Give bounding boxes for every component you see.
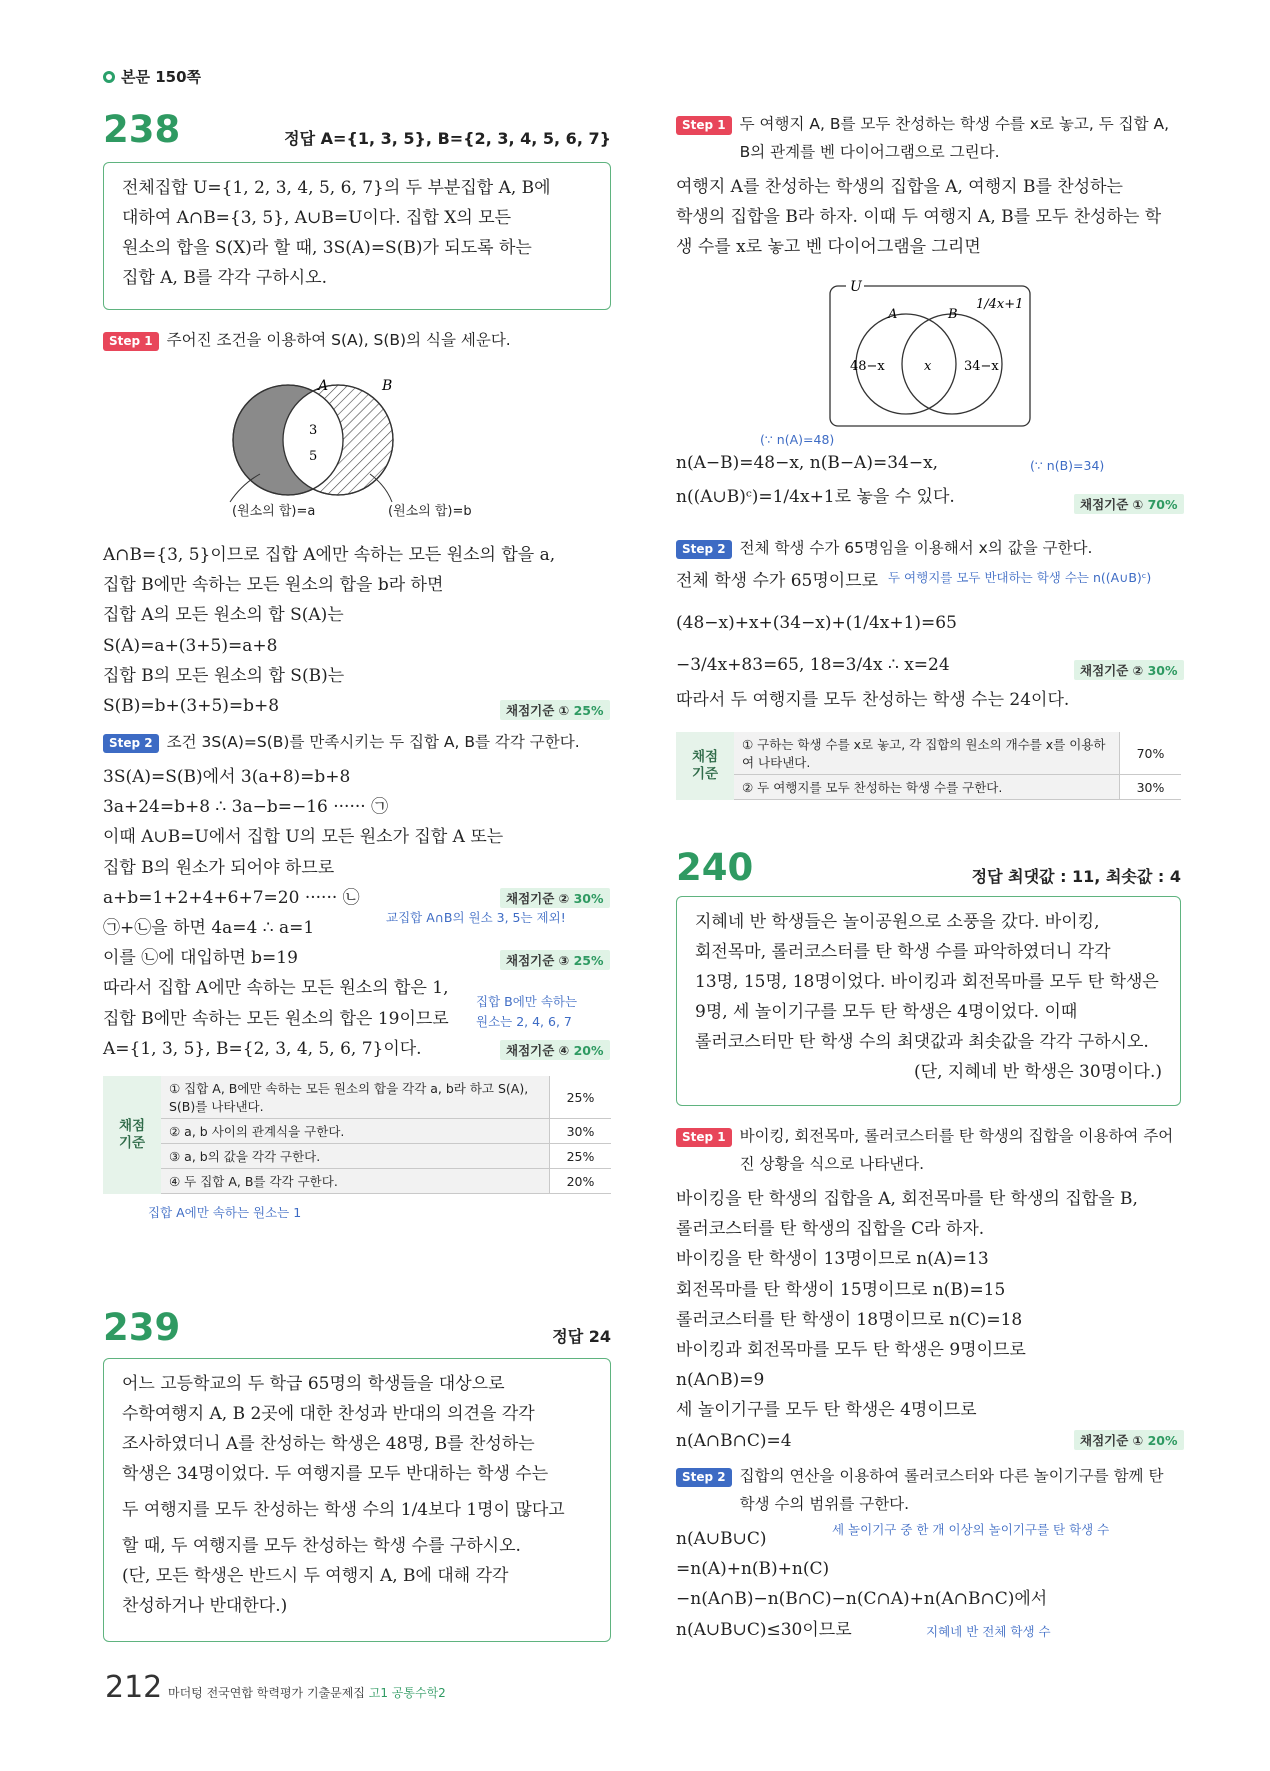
annotation-note: 교집합 A∩B의 원소 3, 5는 제외! [386,910,566,925]
scoring-criterion-badge: 채점기준 ① 70% [1074,494,1184,514]
step-badge: Step 2 [676,540,732,559]
step-text: 두 여행지 A, B를 모두 찬성하는 학생 수를 x로 놓고, 두 집합 A, B의 관계를 벤 다이어그램으로 그린다. [739,115,1169,161]
element-3: 3 [309,423,318,438]
solution-line: S(A)=a+(3+5)=a+8 [103,635,278,656]
venn-caption-b: (원소의 합)=b [388,504,472,519]
table-row: ② 두 여행지를 모두 찬성하는 학생 수를 구한다. [734,775,1120,800]
scoring-table-238 [103,1076,611,1194]
solution-line: n(A∪B∪C)≤30이므로 [676,1619,852,1640]
table-row: ④ 두 집합 A, B를 각각 구한다. [161,1169,550,1194]
answer: 정답 A={1, 3, 5}, B={2, 3, 4, 5, 6, 7} [284,129,611,148]
top-reference: 본문 150쪽 [103,66,201,87]
label-b: B [382,378,393,394]
circle-icon [103,71,115,83]
solution-line: 회전목마를 탄 학생이 15명이므로 n(B)=15 [676,1279,1006,1300]
solution-line: n((A∪B)ᶜ)=1/4x+1로 놓을 수 있다. [676,487,955,508]
step-text: 집합의 연산을 이용하여 롤러코스터와 다른 놀이기구를 함께 탄 학생 수의 범위를 구한다. [739,1467,1164,1513]
solution-238-part1 [103,540,611,721]
solution-line: 집합 B에만 속하는 모든 원소의 합은 19이므로 [103,1008,449,1029]
label-a: A [888,307,898,322]
step-text: 바이킹, 회전목마, 롤러코스터를 탄 학생의 집합을 이용하여 주어진 상황을 식으로 나타낸다. [739,1127,1174,1173]
table-header: 채점 기준 [103,1076,161,1194]
question-line: 9명, 세 놀이기구를 모두 탄 학생은 4명이었다. 이때 [695,1002,1078,1022]
page-number: 212 [105,1670,163,1705]
question-line: 원소의 합을 S(X)라 할 때, 3S(A)=S(B)가 되도록 하는 [122,238,532,258]
question-line: 집합 A, B를 각각 구하시오. [122,268,327,288]
step-text: 조건 3S(A)=S(B)를 만족시키는 두 집합 A, B를 각각 구한다. [166,733,580,751]
table-pct: 30% [550,1119,612,1144]
scoring-criterion-badge: 채점기준 ② 30% [500,888,610,908]
solution-line: 3a+24=b+8 ∴ 3a−b=−16 ······ ㉠ [103,797,389,818]
question-line: 회전목마, 롤러코스터를 탄 학생 수를 파악하였더니 각각 [695,942,1111,962]
question-line: 찬성하거나 반대한다.) [122,1596,288,1616]
scoring-criterion-badge: 채점기준 ④ 20% [500,1040,610,1060]
solution-line: −n(A∩B)−n(B∩C)−n(C∩A)+n(A∩B∩C)에서 [676,1589,1048,1610]
step-badge: Step 2 [103,734,159,753]
label-b: B [948,307,958,322]
question-line: 조사하였더니 A를 찬성하는 학생은 48명, B를 찬성하는 [122,1434,535,1454]
solution-240-part1 [676,1184,1181,1456]
solution-line: 생 수를 x로 놓고 벤 다이어그램을 그리면 [676,237,981,258]
solution-line: n(A∪B∪C) [676,1529,767,1549]
annotation-note: (∵ n(B)=34) [1030,458,1105,473]
question-line: 두 여행지를 모두 찬성하는 학생 수의 1/4보다 1명이 많다고 [122,1500,565,1520]
answer: 정답 최댓값 : 11, 최솟값 : 4 [971,867,1181,886]
problem-number: 239 [103,1306,181,1349]
question-line: 어느 고등학교의 두 학급 65명의 학생들을 대상으로 [122,1374,505,1394]
scoring-criterion-badge: 채점기준 ③ 25% [500,950,610,970]
solution-line: ㉠+㉡을 하면 4a=4 ∴ a=1 [103,918,315,939]
step2-239 [676,534,1181,562]
problem-238-question [103,162,611,310]
problem-238-header [103,108,611,151]
solution-line: a+b=1+2+4+6+7=20 ······ ㉡ [103,887,360,908]
solution-line: n(A−B)=48−x, n(B−A)=34−x, [676,453,939,473]
annotation-note: 세 놀이기구 중 한 개 이상의 놀이기구를 탄 학생 수 [832,1522,1110,1537]
solution-line: n(A∩B)=9 [676,1370,765,1391]
scoring-table-239 [676,732,1181,800]
solution-line: n(A∩B∩C)=4 [676,1430,792,1451]
question-line: (단, 모든 학생은 반드시 두 여행지 A, B에 대해 각각 [122,1566,509,1586]
step1-240 [676,1122,1181,1178]
scoring-criterion-badge: 채점기준 ② 30% [1074,660,1184,680]
solution-line: 이를 ㉡에 대입하면 b=19 [103,948,298,969]
element-5: 5 [309,449,318,464]
solution-line: 바이킹을 탄 학생이 13명이므로 n(A)=13 [676,1249,989,1270]
solution-line: S(B)=b+(3+5)=b+8 [103,696,280,717]
question-line: 지혜네 반 학생들은 놀이공원으로 소풍을 갔다. 바이킹, [695,912,1100,932]
solution-line: 집합 A의 모든 원소의 합 S(A)는 [103,605,344,626]
solution-line: A={1, 3, 5}, B={2, 3, 4, 5, 6, 7}이다. [103,1038,422,1059]
table-header: 채점 기준 [676,732,734,800]
scoring-criterion-badge: 채점기준 ① 25% [500,700,610,720]
table-row: ③ a, b의 값을 각각 구한다. [161,1144,550,1169]
annotation-note: 두 여행지를 모두 반대하는 학생 수는 n((A∪B)ᶜ) [888,570,1152,585]
solution-line: 따라서 두 여행지를 모두 찬성하는 학생 수는 24이다. [676,689,1070,710]
solution-line: 3S(A)=S(B)에서 3(a+8)=b+8 [103,767,351,787]
answer: 정답 24 [552,1327,611,1346]
step2-238 [103,728,611,756]
label-a: A [318,378,329,394]
step-text: 전체 학생 수가 65명임을 이용해서 x의 값을 구한다. [739,539,1093,557]
table-pct: 25% [550,1144,612,1169]
solution-line: 바이킹과 회전목마를 모두 탄 학생은 9명이므로 [676,1340,1026,1361]
solution-line: 따라서 집합 A에만 속하는 모든 원소의 합은 1, [103,978,449,999]
problem-number: 238 [103,108,181,151]
question-line: (단, 지혜네 반 학생은 30명이다.) [914,1062,1162,1082]
question-line: 할 때, 두 여행지를 모두 찬성하는 학생 수를 구하시오. [122,1536,521,1556]
step1-238 [103,326,611,354]
question-line: 학생은 34명이었다. 두 여행지를 모두 반대하는 학생 수는 [122,1464,549,1484]
intersection-count: x [924,359,932,374]
question-line: 롤러코스터만 탄 학생 수의 최댓값과 최솟값을 각각 구하시오. [695,1032,1149,1052]
solution-line: (48−x)+x+(34−x)+(1/4x+1)=65 [676,613,957,634]
question-line: 전체집합 U={1, 2, 3, 4, 5, 6, 7}의 두 부분집합 A, B에 [122,178,551,198]
label-u: U [850,279,862,295]
table-pct: 30% [1120,775,1182,800]
scoring-criterion-badge: 채점기준 ① 20% [1074,1430,1184,1450]
step-badge: Step 1 [676,116,732,135]
only-b-count: 34−x [964,359,999,374]
solution-line: A∩B={3, 5}이므로 집합 A에만 속하는 모든 원소의 합을 a, [103,545,556,565]
only-a-count: 48−x [850,359,885,374]
step-badge: Step 1 [676,1128,732,1147]
solution-line: 이때 A∪B=U에서 집합 U의 모든 원소가 집합 A 또는 [103,827,504,848]
step-badge: Step 1 [103,332,159,351]
solution-239-part1 [676,172,1181,263]
step1-239 [676,110,1181,166]
annotation-note: 집합 A에만 속하는 원소는 1 [148,1205,302,1220]
solution-line: 롤러코스터를 탄 학생이 18명이므로 n(C)=18 [676,1309,1023,1330]
venn-caption-a: (원소의 합)=a [232,504,316,519]
solution-line: 집합 B의 모든 원소의 합 S(B)는 [103,665,345,686]
table-pct: 25% [550,1076,612,1119]
solution-line: 세 놀이기구를 모두 탄 학생은 4명이므로 [676,1400,977,1421]
solution-line: 집합 B의 원소가 되어야 하므로 [103,857,335,878]
outside-count: 1/4x+1 [976,297,1024,312]
problem-240-header [676,846,1181,889]
step-badge: Step 2 [676,1468,732,1487]
annotation-note: (∵ n(A)=48) [760,432,835,447]
annotation-note: 지혜네 반 전체 학생 수 [926,1624,1051,1639]
solution-line: 전체 학생 수가 65명이므로 [676,571,879,591]
footer-book-title: 마더텅 전국연합 학력평가 기출문제집 고1 공통수학2 [168,1686,446,1700]
problem-239-header [103,1306,611,1349]
question-line: 13명, 15명, 18명이었다. 바이킹과 회전목마를 모두 탄 학생은 [695,972,1159,992]
question-line: 수학여행지 A, B 2곳에 대한 찬성과 반대의 의견을 각각 [122,1404,535,1424]
step2-240 [676,1462,1181,1518]
solution-line: 학생의 집합을 B라 하자. 이때 두 여행지 A, B를 모두 찬성하는 학 [676,207,1162,228]
table-row: ① 집합 A, B에만 속하는 모든 원소의 합을 각각 a, b라 하고 S(A), S(B)를 나타낸다. [161,1076,550,1119]
solution-line: =n(A)+n(B)+n(C) [676,1559,830,1580]
table-pct: 70% [1120,732,1182,775]
problem-240-question [676,896,1181,1106]
step-text: 주어진 조건을 이용하여 S(A), S(B)의 식을 세운다. [166,331,511,349]
problem-number: 240 [676,846,754,889]
table-pct: 20% [550,1169,612,1194]
solution-line: 여행지 A를 찬성하는 학생의 집합을 A, 여행지 B를 찬성하는 [676,177,1123,197]
solution-line: 집합 B에만 속하는 모든 원소의 합을 b라 하면 [103,575,444,596]
table-row: ① 구하는 학생 수를 x로 놓고, 각 집합의 원소의 개수를 x를 이용하여 나타낸다. [734,732,1120,775]
table-row: ② a, b 사이의 관계식을 구한다. [161,1119,550,1144]
solution-line: −3/4x+83=65, 18=3/4x ∴ x=24 [676,655,950,676]
solution-line: 롤러코스터를 탄 학생의 집합을 C라 하자. [676,1219,985,1240]
question-line: 대하여 A∩B={3, 5}, A∪B=U이다. 집합 X의 모든 [122,208,512,228]
annotation-note: 집합 B에만 속하는 [476,994,578,1009]
venn-diagram-239 [826,276,1036,430]
solution-239-part3 [676,566,1181,715]
annotation-note: 원소는 2, 4, 6, 7 [476,1014,572,1029]
problem-239-question [103,1358,611,1642]
solution-line: 바이킹을 탄 학생의 집합을 A, 회전목마를 탄 학생의 집합을 B, [676,1189,1138,1209]
